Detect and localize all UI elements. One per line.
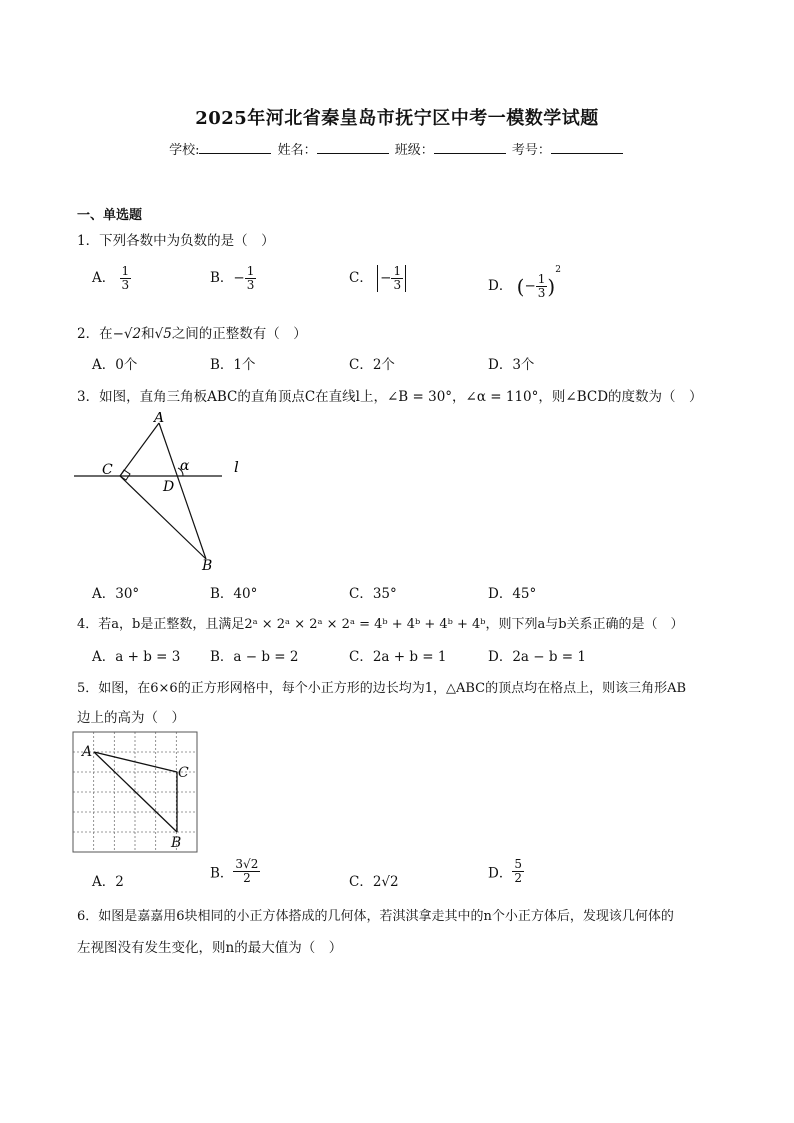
q3-stem: 3．如图，直角三角板ABC的直角顶点C在直线l上，∠B = 30°，∠α = 110°，则∠BCD的度数为（ ） <box>77 389 703 405</box>
q6-stem-line2: 左视图没有发生变化，则n的最大值为（ ） <box>77 940 343 956</box>
q4-option-b: B．a − b = 2 <box>210 649 299 665</box>
q5-stem-line2: 边上的高为（ ） <box>77 710 185 726</box>
q3-option-a: A．30° <box>92 586 140 602</box>
q1-d-exponent: 2 <box>555 265 561 275</box>
name-blank <box>317 141 389 154</box>
q1-option-a: A． $\frac{1}{3}$ <box>92 264 130 292</box>
label-b: B <box>171 835 182 851</box>
label-d: D <box>163 479 175 495</box>
label-alpha: α <box>180 458 190 474</box>
q5-option-d: D． $\frac{5}{2}$ <box>488 857 522 885</box>
side-ac <box>94 752 177 772</box>
q5-stem-line1: 5．如图，在6×6的正方形网格中，每个小正方形的边长均为1，△ABC的顶点均在格点上，则该三角形AB <box>77 681 687 696</box>
q1-stem: 1．下列各数中为负数的是（ ） <box>77 233 275 249</box>
q6-stem-line1: 6．如图是嘉嘉用6块相同的小正方体搭成的几何体，若淇淇拿走其中的n个小正方体后，发现该几何体的 <box>77 909 674 924</box>
right-angle-mark <box>120 470 130 480</box>
q4-option-a: A．a + b = 3 <box>92 649 181 665</box>
school-label: 学校: <box>169 143 200 158</box>
q3-figure <box>70 412 270 572</box>
exam-number-blank <box>551 141 623 154</box>
q3-option-b: B．40° <box>210 586 258 602</box>
class-blank <box>434 141 506 154</box>
q5-grid-figure <box>70 730 200 854</box>
q4-option-c: C．2a + b = 1 <box>349 649 447 665</box>
page-title: 2025年河北省秦皇岛市抚宁区中考一模数学试题 <box>195 108 599 129</box>
q2-option-b: B．1个 <box>210 357 256 373</box>
side-ca <box>120 423 159 476</box>
q1-option-d: D． (− $\frac{1}{3}$ )$^2$ <box>488 265 561 300</box>
q4-stem: 4．若a，b是正整数，且满足2ᵃ × 2ᵃ × 2ᵃ × 2ᵃ = 4ᵇ + 4ᵇ + 4ᵇ + 4ᵇ，则下列a与b关系正确的是（ ） <box>77 617 684 632</box>
label-b: B <box>202 558 213 572</box>
label-c: C <box>178 765 189 781</box>
name-label: 姓名： <box>277 143 317 158</box>
q5-option-a: A．2 <box>92 874 124 890</box>
q4-option-d: D．2a − b = 1 <box>488 649 586 665</box>
q2-option-d: D．3个 <box>488 357 535 373</box>
q3-option-c: C．35° <box>349 586 397 602</box>
q2-expr-neg-sqrt2: −√2 <box>112 326 142 342</box>
q1-b-fraction: $\frac{1}{3}$ <box>246 264 255 292</box>
q1-option-c: C． − $\frac{1}{3}$ <box>349 265 406 292</box>
school-blank <box>199 141 271 154</box>
q2-stem: 2．在−√2和√5之间的正整数有（ ） <box>77 326 307 342</box>
q2-expr-sqrt5: √5 <box>154 326 172 342</box>
q2-option-a: A．0个 <box>92 357 138 373</box>
q5-option-b: B． $\frac{3√2}{2}$ <box>210 857 259 885</box>
label-c: C <box>102 462 113 478</box>
section-heading: 一、单选题 <box>77 208 143 223</box>
label-a: A <box>82 744 93 760</box>
q3-option-d: D．45° <box>488 586 537 602</box>
label-a: A <box>154 412 165 426</box>
student-info-line <box>0 139 794 158</box>
q1-a-fraction: $\frac{1}{3}$ <box>121 264 130 292</box>
q1-c-abs: − $\frac{1}{3}$ <box>377 265 406 292</box>
class-label: 班级： <box>394 143 434 158</box>
q5-option-c: C．2√2 <box>349 874 399 890</box>
q2-option-c: C．2个 <box>349 357 395 373</box>
q1-option-b: B．− $\frac{1}{3}$ <box>210 264 255 292</box>
label-l: l <box>234 458 239 476</box>
exam-number-label: 考号： <box>511 143 551 158</box>
